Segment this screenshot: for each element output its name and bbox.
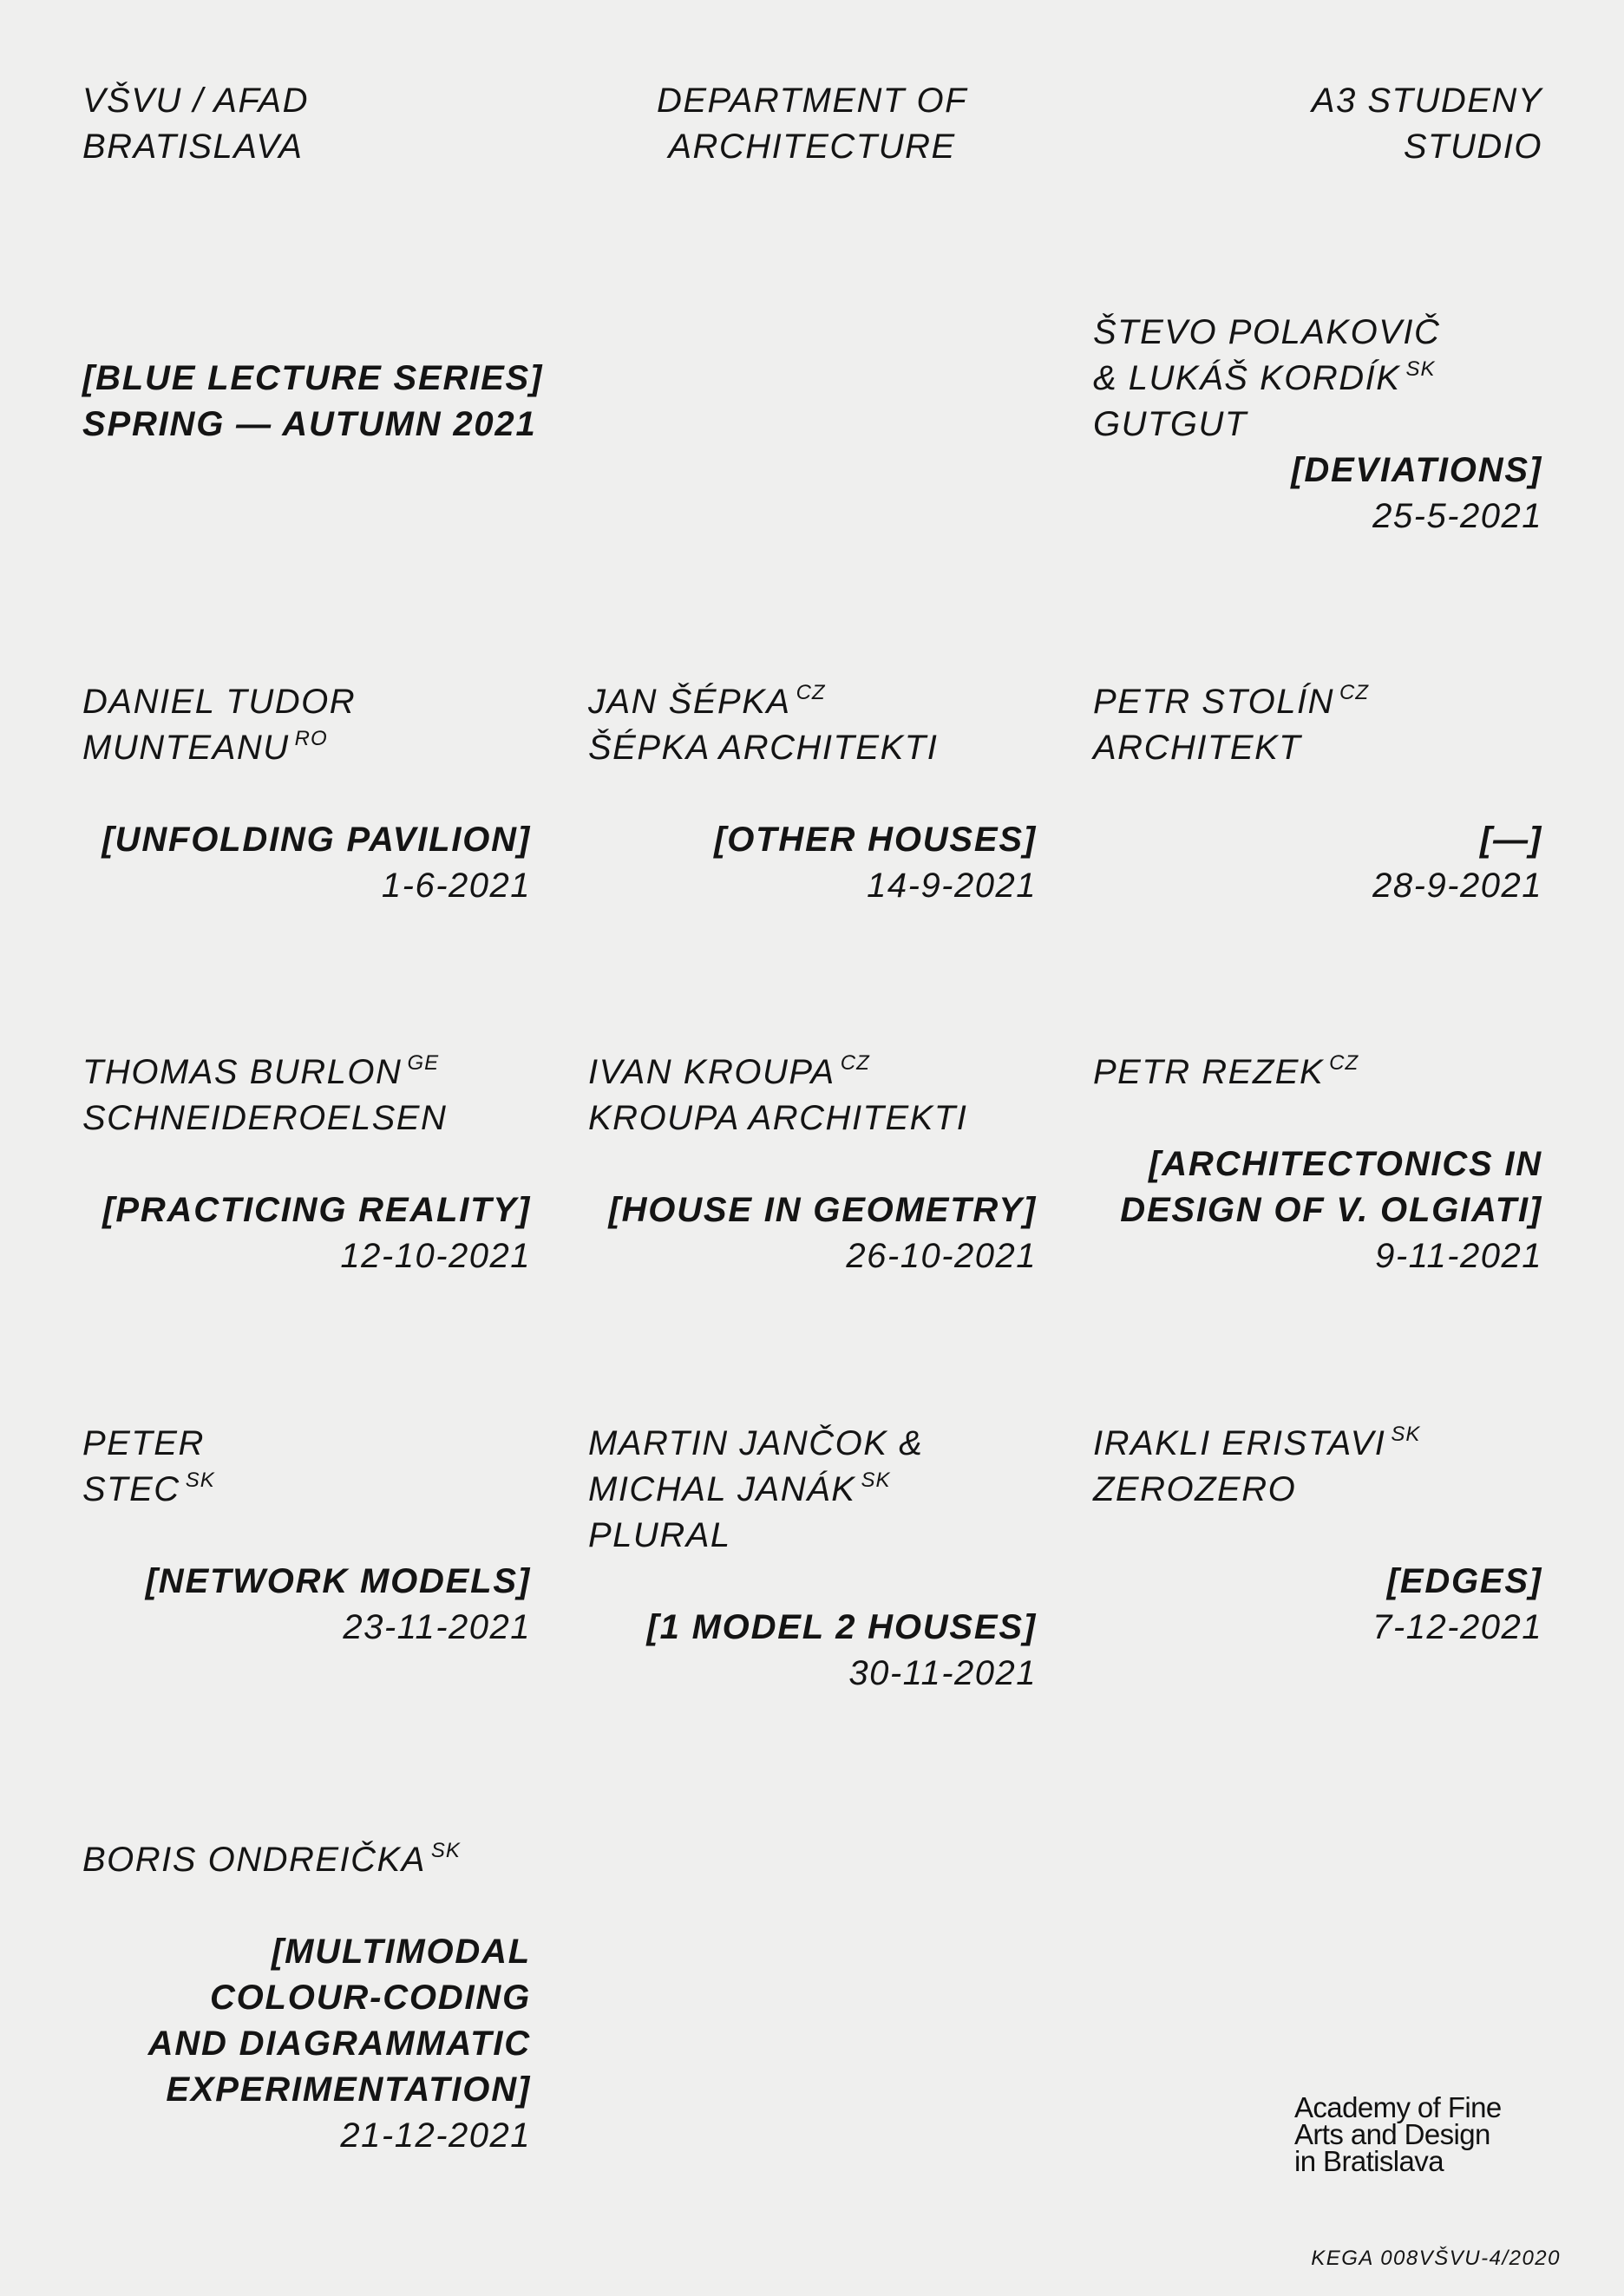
lecture-date: 28-9-2021 xyxy=(1372,867,1542,905)
lecture-title: [HOUSE IN GEOMETRY] xyxy=(608,1191,1037,1229)
lecture-jancok-janak: MARTIN JANČOK & MICHAL JANÁK $^{SK}$ PLURAL [1 MODEL 2 HOUSES] 30-11-2021 xyxy=(588,1421,1037,1697)
lecture-date: 23-11-2021 xyxy=(343,1608,531,1646)
lecture-date: 25-5-2021 xyxy=(1372,497,1542,535)
header-department: DEPARTMENT OF ARCHITECTURE xyxy=(656,82,968,166)
lecture-title: [EDGES] xyxy=(1386,1562,1542,1600)
series-period: SPRING — AUTUMN 2021 xyxy=(82,405,537,443)
lecture-date: 12-10-2021 xyxy=(340,1237,531,1275)
lecture-title: [—] xyxy=(1479,821,1542,859)
header-studio: A3 STUDENY STUDIO xyxy=(1311,82,1542,166)
lecture-ondreicka: BORIS ONDREIČKA $^{SK}$ [MULTIMODAL COLOUR-CODING AND DIAGRAMMATIC EXPERIMENTATION] 21-12-2021 xyxy=(82,1837,531,2159)
lecture-stec: PETER STEC $^{SK}$ [NETWORK MODELS] 23-11-2021 xyxy=(82,1421,531,1651)
academy-logo: Academy of Fine Arts and Design in Bratislava xyxy=(1294,2091,1502,2177)
lecture-title-cont: DESIGN OF V. OLGIATI] xyxy=(1120,1191,1542,1229)
lecture-date: 30-11-2021 xyxy=(848,1654,1037,1692)
lecture-date: 1-6-2021 xyxy=(381,867,531,905)
country-code: SK xyxy=(1405,357,1436,381)
lecture-munteanu: DANIEL TUDOR MUNTEANU $^{RO}$ [UNFOLDING PAVILION] 1-6-2021 xyxy=(82,679,531,909)
country-code: SK xyxy=(1391,1423,1421,1446)
lecture-date: 14-9-2021 xyxy=(867,867,1037,905)
lecture-title: [PRACTICING REALITY] xyxy=(102,1191,531,1229)
series-title-block xyxy=(82,356,543,448)
lecture-polakovic-kordik: ŠTEVO POLAKOVIČ & LUKÁŠ KORDÍK $^{SK}$ GUTGUT [DEVIATIONS] 25-5-2021 xyxy=(1093,310,1542,540)
lecture-date: 9-11-2021 xyxy=(1375,1237,1542,1275)
header-institution: VŠVU / AFAD BRATISLAVA xyxy=(82,82,309,166)
footer-code: KEGA 008VŠVU-4/2020 xyxy=(1311,2247,1561,2270)
lecture-rezek: PETR REZEK $^{CZ}$ [ARCHITECTONICS IN DESIGN OF V. OLGIATI] 9-11-2021 xyxy=(1093,1050,1542,1279)
lecture-title: [UNFOLDING PAVILION] xyxy=(102,821,531,859)
lecture-kroupa: IVAN KROUPA $^{CZ}$ KROUPA ARCHITEKTI [HOUSE IN GEOMETRY] 26-10-2021 xyxy=(588,1050,1037,1279)
series-title: [BLUE LECTURE SERIES] xyxy=(82,359,544,397)
lecture-date: 21-12-2021 xyxy=(340,2116,531,2155)
lecture-title-cont: COLOUR-CODING xyxy=(209,1979,531,2017)
lecture-burlon: THOMAS BURLON $^{GE}$ SCHNEIDEROELSEN [PRACTICING REALITY] 12-10-2021 xyxy=(82,1050,531,1279)
lecture-eristavi: IRAKLI ERISTAVI $^{SK}$ ZEROZERO [EDGES] 7-12-2021 xyxy=(1093,1421,1542,1651)
lecture-title: [NETWORK MODELS] xyxy=(145,1562,531,1600)
lecture-title: [ARCHITECTONICS IN xyxy=(1149,1145,1542,1183)
country-code: SK xyxy=(430,1839,461,1862)
country-code: SK xyxy=(185,1469,215,1492)
lecture-title: [DEVIATIONS] xyxy=(1291,451,1542,489)
lecture-date: 26-10-2021 xyxy=(846,1237,1037,1275)
country-code: SK xyxy=(861,1469,891,1492)
country-code: RO xyxy=(294,727,328,750)
country-code: CZ xyxy=(796,681,826,704)
lecture-stolin: PETR STOLÍN $^{CZ}$ ARCHITEKT [—] 28-9-2021 xyxy=(1093,679,1542,909)
lecture-date: 7-12-2021 xyxy=(1372,1608,1542,1646)
lecture-sepka: JAN ŠÉPKA $^{CZ}$ ŠÉPKA ARCHITEKTI [OTHER HOUSES] 14-9-2021 xyxy=(588,679,1037,909)
country-code: CZ xyxy=(1339,681,1370,704)
lecture-title: [1 MODEL 2 HOUSES] xyxy=(646,1608,1037,1646)
lecture-title: [MULTIMODAL xyxy=(272,1933,531,1971)
country-code: CZ xyxy=(1329,1051,1359,1075)
country-code: GE xyxy=(407,1051,440,1075)
country-code: CZ xyxy=(840,1051,870,1075)
lecture-title: [OTHER HOUSES] xyxy=(714,821,1037,859)
lecture-title-cont: EXPERIMENTATION] xyxy=(166,2070,531,2109)
lecture-title-cont: AND DIAGRAMMATIC xyxy=(147,2025,531,2063)
